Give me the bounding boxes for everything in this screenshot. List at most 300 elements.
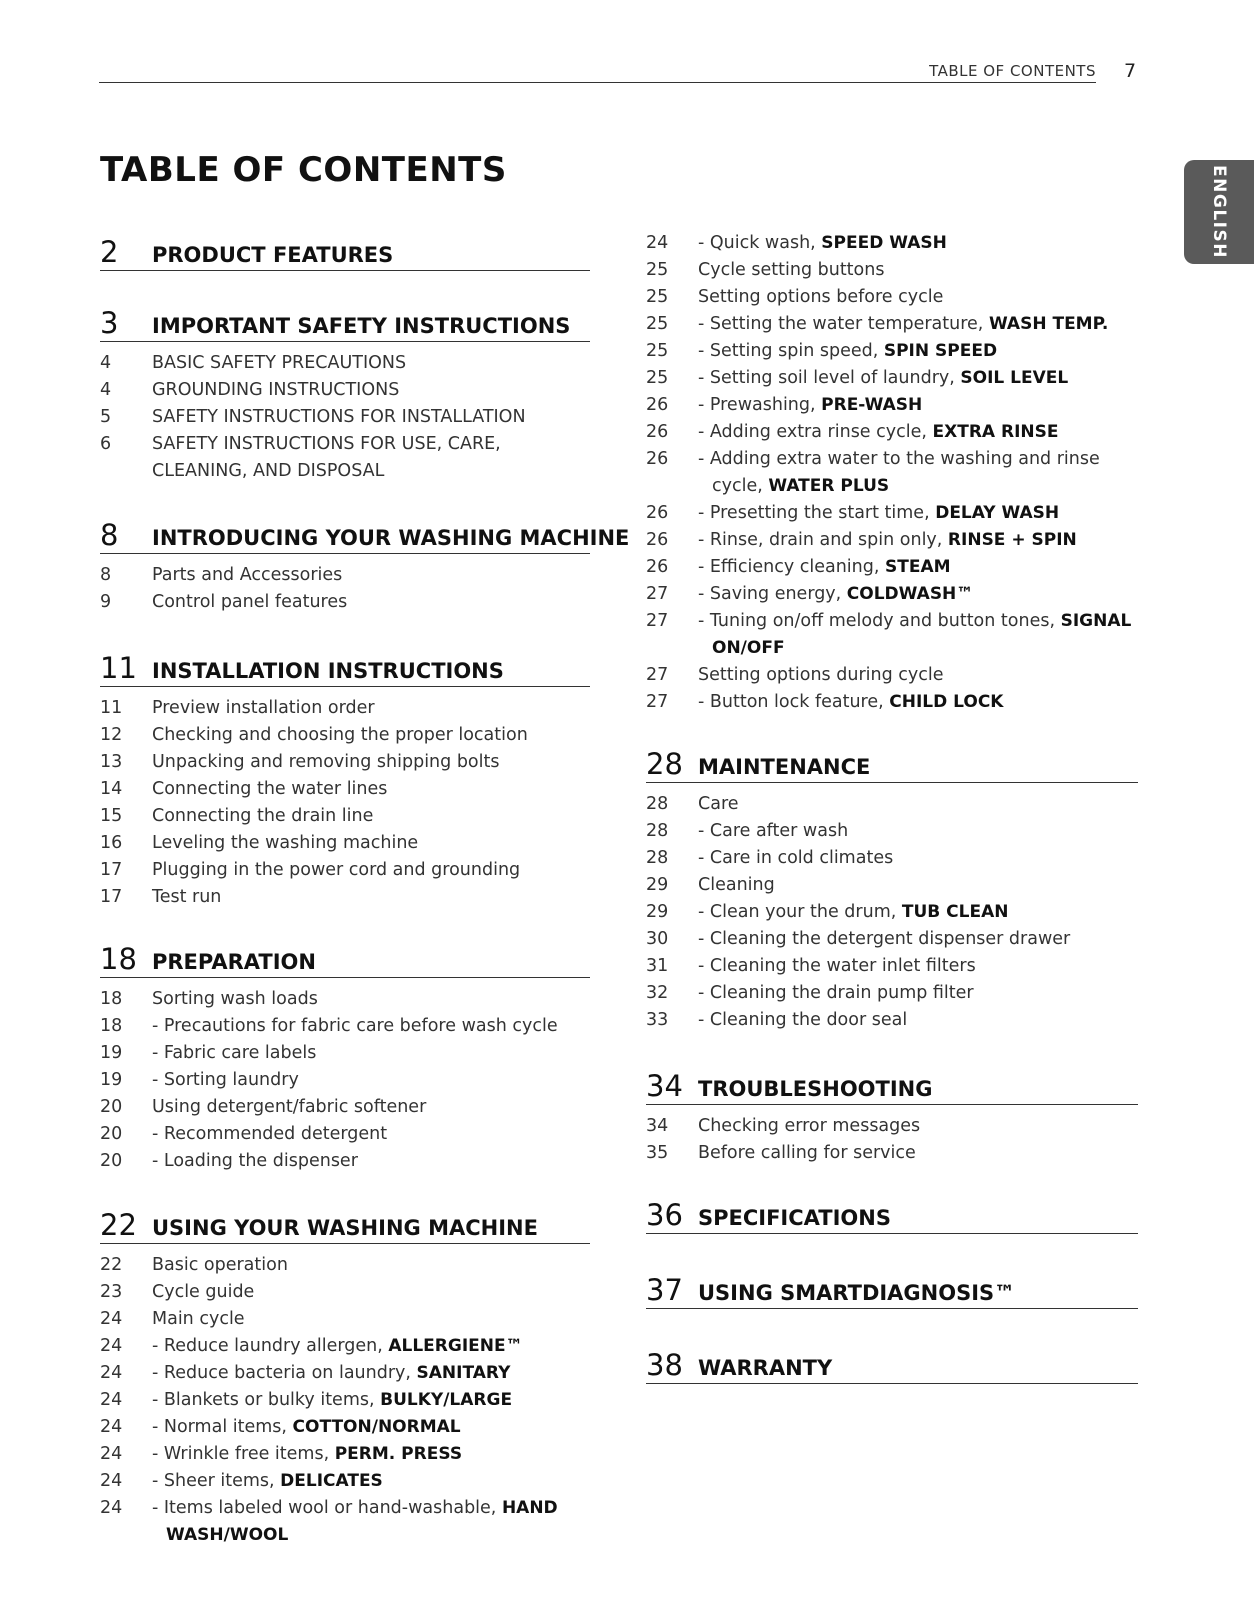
section-heading xyxy=(646,1343,1138,1384)
toc-entry xyxy=(100,589,590,616)
entry-setting-name: COTTON/NORMAL xyxy=(292,1417,461,1437)
entry-page-number: 24 xyxy=(100,1309,123,1329)
entry-label: Sorting wash loads xyxy=(152,989,318,1009)
section-page-number: 36 xyxy=(646,1198,683,1232)
toc-entry xyxy=(100,986,590,1013)
section-page-number: 18 xyxy=(100,942,137,976)
toc-entry xyxy=(646,689,1138,716)
toc-section xyxy=(100,301,590,485)
toc-entry xyxy=(100,749,590,776)
entry-label: Checking error messages xyxy=(698,1116,921,1136)
entry-page-number: 24 xyxy=(100,1498,123,1518)
entry-text xyxy=(698,794,739,814)
entry-text xyxy=(152,353,406,373)
entry-page-number: 18 xyxy=(100,1016,123,1036)
entry-page-number: 29 xyxy=(646,875,669,895)
section-heading xyxy=(100,1203,590,1244)
toc-entry xyxy=(646,554,1138,581)
section-page-number: 8 xyxy=(100,518,119,552)
toc-entry xyxy=(100,1333,590,1360)
entry-label: Checking and choosing the proper location xyxy=(152,725,528,745)
entry-text xyxy=(698,230,1138,257)
section-heading xyxy=(100,301,590,342)
toc-entry xyxy=(100,884,590,911)
toc-entry xyxy=(100,830,590,857)
toc-entry xyxy=(100,776,590,803)
toc-section xyxy=(646,1064,1138,1167)
entry-setting-name: DELICATES xyxy=(280,1471,383,1491)
entry-page-number: 24 xyxy=(100,1471,123,1491)
entry-page-number: 15 xyxy=(100,806,123,826)
entry-setting-name: SPIN SPEED xyxy=(883,341,998,361)
entry-text xyxy=(152,833,418,853)
entry-text xyxy=(698,1007,1138,1034)
entry-label: - Rinse, drain and spin only, xyxy=(698,530,948,550)
entry-setting-name: RINSE + SPIN xyxy=(947,530,1077,550)
entry-page-number: 20 xyxy=(100,1097,123,1117)
entry-page-number: 24 xyxy=(100,1363,123,1383)
entry-page-number: 26 xyxy=(646,503,669,523)
entry-page-number: 19 xyxy=(100,1043,123,1063)
entry-page-number: 20 xyxy=(100,1151,123,1171)
entry-label: - Reduce bacteria on laundry, xyxy=(152,1363,417,1383)
section-page-number: 28 xyxy=(646,747,683,781)
entry-page-number: 17 xyxy=(100,887,123,907)
entry-page-number: 22 xyxy=(100,1255,123,1275)
entry-label: Setting options before cycle xyxy=(698,287,944,307)
entry-text xyxy=(152,1121,590,1148)
section-entries xyxy=(100,1252,590,1549)
entry-text xyxy=(698,689,1138,716)
entry-text xyxy=(152,752,499,772)
toc-entry xyxy=(100,1441,590,1468)
entry-page-number: 34 xyxy=(646,1116,669,1136)
toc-entry xyxy=(646,257,1138,284)
toc-entry xyxy=(100,857,590,884)
toc-entry xyxy=(100,1414,590,1441)
entry-label: Cycle setting buttons xyxy=(698,260,885,280)
toc-entry xyxy=(646,662,1138,689)
entry-label: Connecting the water lines xyxy=(152,779,388,799)
entry-label: - Loading the dispenser xyxy=(152,1151,358,1171)
toc-entry xyxy=(646,230,1138,257)
section-title: SPECIFICATIONS xyxy=(698,1206,891,1230)
entry-text xyxy=(152,860,520,880)
entry-text xyxy=(698,608,1138,662)
section-page-number: 38 xyxy=(646,1348,683,1382)
entry-page-number: 5 xyxy=(100,407,112,427)
entry-label: Setting options during cycle xyxy=(698,665,944,685)
toc-entry xyxy=(646,1140,1138,1167)
entry-page-number: 4 xyxy=(100,353,112,373)
entry-label: Using detergent/fabric softener xyxy=(152,1097,427,1117)
entry-label: Cycle guide xyxy=(152,1282,255,1302)
toc-section xyxy=(646,1343,1138,1384)
entry-page-number: 24 xyxy=(646,233,669,253)
entry-text xyxy=(152,1013,590,1040)
entry-setting-name: SANITARY xyxy=(416,1363,511,1383)
toc-entry xyxy=(646,419,1138,446)
toc-entry xyxy=(100,404,590,431)
header-rule xyxy=(99,82,1096,83)
toc-entry xyxy=(646,818,1138,845)
entry-page-number: 25 xyxy=(646,260,669,280)
toc-entry xyxy=(100,1121,590,1148)
entry-setting-name: CHILD LOCK xyxy=(889,692,1004,712)
section-page-number: 2 xyxy=(100,235,119,269)
entry-label: Test run xyxy=(152,887,222,907)
entry-setting-name: PERM. PRESS xyxy=(334,1444,463,1464)
section-heading xyxy=(100,513,630,554)
entry-label: - Button lock feature, xyxy=(698,692,890,712)
entry-page-number: 24 xyxy=(100,1417,123,1437)
section-title: USING YOUR WASHING MACHINE xyxy=(152,1216,538,1240)
entry-page-number: 28 xyxy=(646,794,669,814)
entry-page-number: 20 xyxy=(100,1124,123,1144)
section-page-number: 3 xyxy=(100,306,119,340)
section-entries xyxy=(100,986,590,1175)
toc-entry xyxy=(646,980,1138,1007)
entry-text xyxy=(698,446,1138,500)
entry-page-number: 14 xyxy=(100,779,123,799)
toc-section xyxy=(100,230,590,271)
entry-label: - Adding extra rinse cycle, xyxy=(698,422,933,442)
entry-text xyxy=(152,1387,590,1414)
toc-section xyxy=(646,230,1138,716)
entry-page-number: 12 xyxy=(100,725,123,745)
section-heading xyxy=(646,742,1138,783)
entry-page-number: 28 xyxy=(646,848,669,868)
section-title: TROUBLESHOOTING xyxy=(698,1077,933,1101)
entry-text xyxy=(698,338,1138,365)
toc-entry xyxy=(100,1148,590,1175)
entry-setting-name: SPEED WASH xyxy=(821,233,947,253)
entry-label: - Setting soil level of laundry, xyxy=(698,368,961,388)
entry-label: Preview installation order xyxy=(152,698,375,718)
toc-entry xyxy=(100,1040,590,1067)
toc-entry xyxy=(100,1013,590,1040)
entry-page-number: 28 xyxy=(646,821,669,841)
entry-text xyxy=(698,554,1138,581)
entry-page-number: 27 xyxy=(646,611,669,631)
toc-entry xyxy=(100,1468,590,1495)
entry-label: - Reduce laundry allergen, xyxy=(152,1336,389,1356)
entry-label: - Saving energy, xyxy=(698,584,847,604)
entry-label: - Cleaning the detergent dispenser drawer xyxy=(698,929,1071,949)
entry-text xyxy=(152,1148,590,1175)
entry-text xyxy=(698,875,775,895)
entry-label: Cleaning xyxy=(698,875,775,895)
entry-page-number: 4 xyxy=(100,380,112,400)
toc-section xyxy=(100,513,630,616)
toc-entry xyxy=(646,338,1138,365)
entry-text xyxy=(698,260,884,280)
page-number: 7 xyxy=(1124,60,1137,82)
entry-page-number: 25 xyxy=(646,287,669,307)
entry-label: SAFETY INSTRUCTIONS FOR USE, CARE, CLEANING, AND DISPOSAL xyxy=(152,434,501,481)
entry-text xyxy=(152,1360,590,1387)
section-heading xyxy=(646,1193,1138,1234)
entry-setting-name: BULKY/LARGE xyxy=(380,1390,513,1410)
toc-entry xyxy=(646,899,1138,926)
section-title: MAINTENANCE xyxy=(698,755,871,779)
entry-text xyxy=(152,725,528,745)
entry-page-number: 8 xyxy=(100,565,112,585)
entry-page-number: 25 xyxy=(646,314,669,334)
toc-entry xyxy=(646,284,1138,311)
entry-page-number: 26 xyxy=(646,557,669,577)
page-title: TABLE OF CONTENTS xyxy=(100,150,507,190)
entry-label: - Adding extra water to the washing and rinse cycle, xyxy=(698,449,1100,496)
entry-text xyxy=(698,311,1138,338)
entry-label: Leveling the washing machine xyxy=(152,833,419,853)
entry-label: - Fabric care labels xyxy=(152,1043,317,1063)
entry-page-number: 26 xyxy=(646,422,669,442)
section-heading xyxy=(100,937,590,978)
entry-page-number: 29 xyxy=(646,902,669,922)
entry-page-number: 17 xyxy=(100,860,123,880)
language-tab-label: ENGLISH xyxy=(1209,165,1229,259)
toc-entry xyxy=(646,392,1138,419)
toc-entry xyxy=(100,1387,590,1414)
toc-entry xyxy=(646,365,1138,392)
entry-label: Connecting the drain line xyxy=(152,806,374,826)
entry-label: - Normal items, xyxy=(152,1417,293,1437)
entry-text xyxy=(152,1097,426,1117)
entry-text xyxy=(698,980,1138,1007)
section-title: USING SMARTDIAGNOSIS™ xyxy=(698,1281,1016,1305)
toc-entry xyxy=(646,926,1138,953)
toc-entry xyxy=(100,350,590,377)
entry-label: - Clean your the drum, xyxy=(698,902,902,922)
entry-text xyxy=(152,779,387,799)
entry-page-number: 30 xyxy=(646,929,669,949)
entry-text xyxy=(698,845,1138,872)
entry-setting-name: COLDWASH™ xyxy=(846,584,974,604)
section-page-number: 22 xyxy=(100,1208,137,1242)
toc-entry xyxy=(646,845,1138,872)
entry-setting-name: WASH TEMP. xyxy=(988,314,1109,334)
entry-label: BASIC SAFETY PRECAUTIONS xyxy=(152,353,407,373)
toc-section xyxy=(646,1193,1138,1234)
section-heading xyxy=(100,646,590,687)
toc-entry xyxy=(646,872,1138,899)
entry-text xyxy=(698,581,1138,608)
entry-label: - Items labeled wool or hand-washable, xyxy=(152,1498,502,1518)
entry-page-number: 26 xyxy=(646,449,669,469)
entry-text xyxy=(698,1143,916,1163)
toc-entry xyxy=(646,527,1138,554)
entry-page-number: 27 xyxy=(646,584,669,604)
entry-setting-name: DELAY WASH xyxy=(935,503,1060,523)
section-entries xyxy=(100,695,590,911)
entry-label: - Cleaning the door seal xyxy=(698,1010,908,1030)
entry-label: - Cleaning the water inlet filters xyxy=(698,956,976,976)
entry-setting-name: HAND WASH/WOOL xyxy=(166,1498,558,1545)
entry-setting-name: PRE-WASH xyxy=(821,395,923,415)
entry-page-number: 24 xyxy=(100,1336,123,1356)
entry-text xyxy=(152,1414,590,1441)
entry-text xyxy=(698,1116,920,1136)
entry-text xyxy=(152,407,526,427)
entry-text xyxy=(698,818,1138,845)
entry-text xyxy=(698,926,1138,953)
section-title: INSTALLATION INSTRUCTIONS xyxy=(152,659,504,683)
toc-entry xyxy=(100,1279,590,1306)
entry-text xyxy=(152,1309,245,1329)
entry-text xyxy=(152,1282,254,1302)
section-title: WARRANTY xyxy=(698,1356,833,1380)
entry-text xyxy=(698,419,1138,446)
entry-page-number: 31 xyxy=(646,956,669,976)
entry-text xyxy=(152,1333,590,1360)
entry-text xyxy=(152,1495,590,1549)
entry-setting-name: STEAM xyxy=(885,557,951,577)
toc-entry xyxy=(646,500,1138,527)
entry-text xyxy=(152,806,373,826)
toc-entry xyxy=(646,581,1138,608)
entry-text xyxy=(152,565,342,585)
entry-text xyxy=(152,1468,590,1495)
entry-setting-name: ALLERGIENE™ xyxy=(388,1336,523,1356)
entry-label: - Presetting the start time, xyxy=(698,503,936,523)
entry-page-number: 16 xyxy=(100,833,123,853)
entry-setting-name: SOIL LEVEL xyxy=(960,368,1069,388)
section-page-number: 37 xyxy=(646,1273,683,1307)
entry-text xyxy=(698,365,1138,392)
section-entries xyxy=(100,562,590,616)
toc-entry xyxy=(100,1495,590,1549)
entry-page-number: 11 xyxy=(100,698,123,718)
toc-entry xyxy=(646,1007,1138,1034)
entry-page-number: 35 xyxy=(646,1143,669,1163)
language-tab xyxy=(1184,160,1254,264)
entry-text xyxy=(698,899,1138,926)
entry-page-number: 6 xyxy=(100,434,112,454)
toc-entry xyxy=(646,1113,1138,1140)
entry-page-number: 26 xyxy=(646,530,669,550)
section-entries xyxy=(646,1113,1138,1167)
entry-page-number: 19 xyxy=(100,1070,123,1090)
entry-page-number: 32 xyxy=(646,983,669,1003)
entry-label: SAFETY INSTRUCTIONS FOR INSTALLATION xyxy=(152,407,526,427)
entry-label: - Sheer items, xyxy=(152,1471,281,1491)
entry-setting-name: SIGNAL ON/OFF xyxy=(712,611,1132,658)
section-title: IMPORTANT SAFETY INSTRUCTIONS xyxy=(152,314,571,338)
entry-label: - Efficiency cleaning, xyxy=(698,557,885,577)
entry-text xyxy=(152,592,347,612)
section-page-number: 34 xyxy=(646,1069,683,1103)
toc-entry xyxy=(646,953,1138,980)
entry-label: Plugging in the power cord and grounding xyxy=(152,860,521,880)
entry-text xyxy=(152,698,375,718)
entry-text xyxy=(152,887,221,907)
entry-label: - Recommended detergent xyxy=(152,1124,388,1144)
entry-text xyxy=(152,380,399,400)
toc-section xyxy=(646,1268,1138,1309)
entry-page-number: 27 xyxy=(646,692,669,712)
entry-text xyxy=(698,287,943,307)
entry-page-number: 24 xyxy=(100,1444,123,1464)
toc-section xyxy=(646,742,1138,1034)
toc-entry xyxy=(646,608,1138,662)
entry-label: Parts and Accessories xyxy=(152,565,343,585)
entry-text xyxy=(152,1040,590,1067)
entry-page-number: 18 xyxy=(100,989,123,1009)
entry-text xyxy=(698,953,1138,980)
entry-setting-name: WATER PLUS xyxy=(768,476,890,496)
entry-label: - Setting spin speed, xyxy=(698,341,884,361)
section-page-number: 11 xyxy=(100,651,137,685)
entry-text xyxy=(152,434,501,481)
entry-label: - Wrinkle free items, xyxy=(152,1444,335,1464)
entry-label: Care xyxy=(698,794,739,814)
entry-label: - Tuning on/off melody and button tones, xyxy=(698,611,1061,631)
section-entries xyxy=(646,791,1138,1034)
toc-entry xyxy=(100,1252,590,1279)
section-title: PREPARATION xyxy=(152,950,316,974)
toc-entry xyxy=(646,311,1138,338)
toc-section xyxy=(100,1203,590,1549)
entry-text xyxy=(698,392,1138,419)
section-heading xyxy=(646,1064,1138,1105)
entry-label: Control panel features xyxy=(152,592,348,612)
section-heading xyxy=(100,230,590,271)
entry-label: - Precautions for fabric care before wash cycle xyxy=(152,1016,558,1036)
toc-entry xyxy=(100,1306,590,1333)
toc-section xyxy=(100,937,590,1175)
entry-page-number: 9 xyxy=(100,592,112,612)
entry-page-number: 26 xyxy=(646,395,669,415)
toc-entry xyxy=(100,562,590,589)
entry-label: - Care after wash xyxy=(698,821,849,841)
entry-label: - Blankets or bulky items, xyxy=(152,1390,381,1410)
entry-text xyxy=(698,665,944,685)
entry-label: - Sorting laundry xyxy=(152,1070,299,1090)
toc-entry xyxy=(100,803,590,830)
entry-label: Basic operation xyxy=(152,1255,288,1275)
section-heading xyxy=(646,1268,1138,1309)
entry-text xyxy=(152,1441,590,1468)
toc-entry xyxy=(100,431,590,485)
entry-setting-name: EXTRA RINSE xyxy=(932,422,1059,442)
entry-text xyxy=(152,989,318,1009)
entry-label: Main cycle xyxy=(152,1309,245,1329)
entry-setting-name: TUB CLEAN xyxy=(901,902,1009,922)
entry-page-number: 23 xyxy=(100,1282,123,1302)
entry-text xyxy=(152,1067,590,1094)
section-title: PRODUCT FEATURES xyxy=(152,243,394,267)
entry-label: - Setting the water temperature, xyxy=(698,314,989,334)
entry-text xyxy=(152,1255,288,1275)
entry-page-number: 25 xyxy=(646,341,669,361)
section-entries xyxy=(100,350,590,485)
toc-entry xyxy=(100,1360,590,1387)
entry-page-number: 24 xyxy=(100,1390,123,1410)
entry-label: - Prewashing, xyxy=(698,395,822,415)
toc-entry xyxy=(646,446,1138,500)
toc-entry xyxy=(100,1094,590,1121)
toc-entry xyxy=(100,695,590,722)
entry-page-number: 25 xyxy=(646,368,669,388)
entry-page-number: 27 xyxy=(646,665,669,685)
toc-entry xyxy=(100,722,590,749)
entry-label: GROUNDING INSTRUCTIONS xyxy=(152,380,400,400)
entry-label: - Cleaning the drain pump filter xyxy=(698,983,974,1003)
entry-page-number: 33 xyxy=(646,1010,669,1030)
entry-label: Before calling for service xyxy=(698,1143,916,1163)
entry-page-number: 13 xyxy=(100,752,123,772)
